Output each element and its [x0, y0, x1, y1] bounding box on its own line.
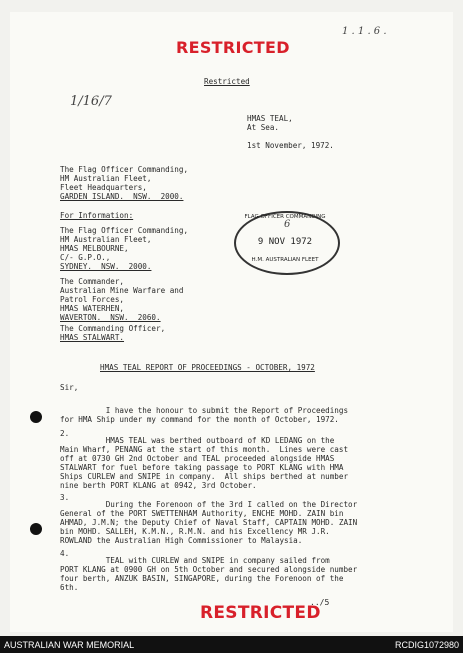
paragraph-number: 4.	[60, 549, 70, 558]
recipient-line: The Flag Officer Commanding,	[60, 226, 189, 235]
recipient-line: WAVERTON. NSW. 2060.	[60, 313, 161, 322]
received-stamp-date: 9 NOV 1972	[257, 237, 313, 247]
recipient-line: SYDNEY. NSW. 2000.	[60, 262, 152, 271]
paragraph-line: for HMA Ship under my command for the month of October, 1972.	[60, 415, 339, 424]
paragraph-line: PORT KLANG at 0900 GH on 5th October and secured alongside number	[60, 565, 358, 574]
paragraph-line: TEAL with CURLEW and SNIPE in company sailed from	[60, 556, 330, 565]
recipient-line: HM Australian Fleet,	[60, 235, 152, 244]
classification-heading: Restricted	[204, 77, 250, 86]
paragraph-line: I have the honour to submit the Report of Proceedings	[60, 406, 349, 415]
received-stamp-top: FLAG OFFICER COMMANDING	[244, 214, 326, 220]
recipient-line: Patrol Forces,	[60, 295, 125, 304]
restricted-stamp-top: RESTRICTED	[176, 38, 290, 57]
paragraph-line: AHMAD, J.M.N; the Deputy Chief of Naval Staff, CAPTAIN MOHD. ZAIN	[60, 518, 358, 527]
recipient-line: Australian Mine Warfare and	[60, 286, 184, 295]
recipient-line: C/- G.P.O.,	[60, 253, 111, 262]
report-subject: HMAS TEAL REPORT OF PROCEEDINGS - OCTOBER, 1972	[100, 363, 315, 372]
paragraph-line: nine berth PORT KLANG at 0942, 3rd October.	[60, 481, 257, 490]
punch-hole	[30, 411, 42, 423]
paragraph-line: General of the PORT SWETTENHAM Authority, ENCHE MOHD. ZAIN bin	[60, 509, 344, 518]
recipient-line: HMAS MELBOURNE,	[60, 244, 129, 253]
restricted-stamp-bottom: RESTRICTED	[200, 603, 321, 623]
paragraph-number: 2.	[60, 429, 70, 438]
sender-location: At Sea.	[247, 123, 280, 132]
paragraph-line: 6th.	[60, 583, 79, 592]
letter-date: 1st November, 1972.	[247, 141, 334, 150]
addressee-line: The Flag Officer Commanding,	[60, 165, 189, 174]
for-information-label: For Information:	[60, 211, 134, 220]
page-continuation: ../5	[310, 598, 330, 607]
recipient-line: The Commander,	[60, 277, 125, 286]
paragraph-line: During the Forenoon of the 3rd I called on the Director	[60, 500, 358, 509]
paragraph-number: 3.	[60, 493, 70, 502]
recipient-line: HMAS WATERHEN,	[60, 304, 125, 313]
punch-hole	[30, 523, 42, 535]
salutation: Sir,	[60, 383, 79, 392]
archive-footer	[0, 636, 463, 653]
recipient-line: The Commanding Officer,	[60, 324, 166, 333]
addressee-line: GARDEN ISLAND. NSW. 2000.	[60, 192, 184, 201]
sender-ship: HMAS TEAL,	[247, 114, 293, 123]
file-reference-handwritten: 1/16/7	[70, 94, 112, 109]
addressee-line: HM Australian Fleet,	[60, 174, 152, 183]
paragraph-line: HMAS TEAL was berthed outboard of KD LEDANG on the	[60, 436, 335, 445]
archive-name: AUSTRALIAN WAR MEMORIAL	[4, 640, 135, 650]
recipient-line: HMAS STALWART.	[60, 333, 125, 342]
paragraph-line: four berth, ANZUK BASIN, SINGAPORE, during the Forenoon of the	[60, 574, 344, 583]
paragraph-line: Ships CURLEW and SNIPE in company. All ships berthed at number	[60, 472, 349, 481]
paragraph-line: Main Wharf, PENANG at the start of this month. Lines were cast	[60, 445, 349, 454]
paragraph-line: bin MOHD. SALLEH, K.M.N., R.M.N. and his Excellency MR J.R.	[60, 527, 330, 536]
addressee-line: Fleet Headquarters,	[60, 183, 147, 192]
folio-number: 1 . 1 . 6 .	[342, 26, 387, 37]
paragraph-line: off at 0730 GH 2nd October and TEAL proceeded alongside HMAS	[60, 454, 335, 463]
archive-record-id: RCDIG1072980	[394, 640, 459, 650]
paragraph-line: STALWART for fuel before taking passage to PORT KLANG with HMA	[60, 463, 344, 472]
paragraph-line: ROWLAND the Australian High Commissioner to Malaysia.	[60, 536, 303, 545]
handwritten-tick: 6	[284, 219, 291, 230]
received-stamp-bottom: H.M. AUSTRALIAN FLEET	[251, 257, 319, 263]
